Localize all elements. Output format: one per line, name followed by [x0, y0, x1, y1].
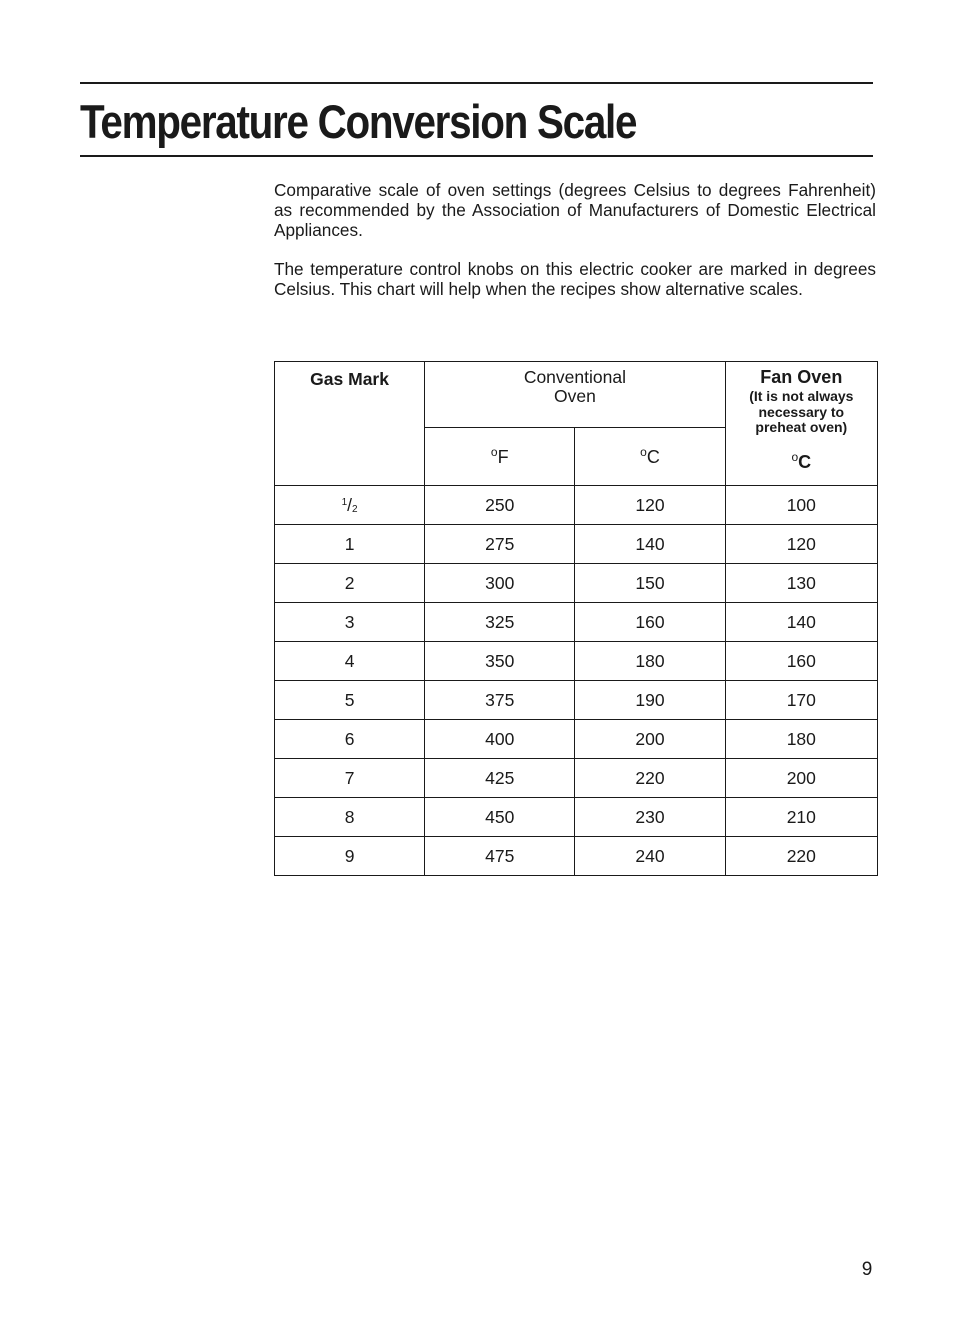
cell-celsius: 150	[575, 564, 725, 603]
degree-symbol: o	[791, 449, 799, 464]
cell-gas-mark	[275, 486, 425, 525]
cell-fan-celsius: 180	[725, 720, 877, 759]
cell-fahrenheit: 350	[425, 642, 575, 681]
title-rule-top	[80, 82, 873, 84]
cell-fan-celsius: 130	[725, 564, 877, 603]
header-fan-unit-celsius	[726, 450, 877, 473]
header-unit-fahrenheit	[425, 427, 575, 485]
cell-fahrenheit: 325	[425, 603, 575, 642]
title-rule-bottom	[80, 155, 873, 157]
cell-fahrenheit: 400	[425, 720, 575, 759]
cell-fahrenheit: 450	[425, 798, 575, 837]
intro-text	[274, 181, 876, 320]
degree-symbol: o	[640, 444, 647, 459]
cell-fan-celsius: 160	[725, 642, 877, 681]
cell-celsius: 190	[575, 681, 725, 720]
table-row	[275, 642, 878, 681]
cell-fan-celsius: 120	[725, 525, 877, 564]
table-row	[275, 603, 878, 642]
cell-fahrenheit: 375	[425, 681, 575, 720]
cell-gas-mark: 3	[275, 603, 425, 642]
header-gas-mark: Gas Mark	[275, 362, 425, 486]
cell-fan-celsius: 170	[725, 681, 877, 720]
cell-fahrenheit: 250	[425, 486, 575, 525]
table-row	[275, 486, 878, 525]
fan-note-line2: necessary to	[758, 403, 845, 420]
cell-celsius: 240	[575, 837, 725, 876]
table-row	[275, 837, 878, 876]
table-row	[275, 564, 878, 603]
cell-fan-celsius: 210	[725, 798, 877, 837]
table-row	[275, 720, 878, 759]
cell-celsius: 140	[575, 525, 725, 564]
table-row	[275, 798, 878, 837]
half-fraction: $^1/_2$	[341, 494, 358, 515]
cell-celsius: 180	[575, 642, 725, 681]
cell-celsius: 230	[575, 798, 725, 837]
cell-fan-celsius: 200	[725, 759, 877, 798]
page-title: Temperature Conversion Scale	[80, 95, 637, 148]
conversion-table	[274, 361, 878, 876]
cell-fahrenheit: 300	[425, 564, 575, 603]
cell-fan-celsius: 100	[725, 486, 877, 525]
cell-gas-mark: 5	[275, 681, 425, 720]
header-fan-oven-title: Fan Oven	[760, 367, 843, 387]
table-row	[275, 681, 878, 720]
header-unit-celsius	[575, 427, 725, 485]
table-row	[275, 759, 878, 798]
table-row	[275, 525, 878, 564]
cell-gas-mark: 8	[275, 798, 425, 837]
cell-fahrenheit: 475	[425, 837, 575, 876]
cell-fan-celsius: 140	[725, 603, 877, 642]
header-conventional-line1: Conventional	[523, 367, 626, 387]
cell-gas-mark: 2	[275, 564, 425, 603]
cell-fan-celsius: 220	[725, 837, 877, 876]
header-fan-oven-note	[726, 389, 877, 436]
page-number: 9	[861, 1259, 873, 1280]
cell-celsius: 120	[575, 486, 725, 525]
cell-gas-mark: 4	[275, 642, 425, 681]
cell-gas-mark: 9	[275, 837, 425, 876]
cell-celsius: 200	[575, 720, 725, 759]
fan-note-line1: (It is not always	[749, 388, 854, 404]
unit-label: C	[798, 451, 812, 472]
intro-paragraph: The temperature control knobs on this electric cooker are marked in degrees Celsius. This chart will help when the recipes show alternative scales.	[274, 259, 876, 300]
cell-gas-mark: 7	[275, 759, 425, 798]
unit-label: C	[646, 446, 660, 467]
header-conventional-oven	[425, 362, 725, 428]
cell-fahrenheit: 425	[425, 759, 575, 798]
fan-note-line3: preheat oven)	[755, 419, 848, 435]
cell-gas-mark: 1	[275, 525, 425, 564]
intro-paragraph: Comparative scale of oven settings (degrees Celsius to degrees Fahrenheit) as recommended by the Association of Manufacturers of Domestic Electrical Appliances.	[274, 180, 876, 240]
cell-celsius: 220	[575, 759, 725, 798]
header-conventional-line2: Oven	[553, 386, 596, 406]
cell-fahrenheit: 275	[425, 525, 575, 564]
unit-label: F	[497, 446, 509, 467]
header-fan-oven	[725, 362, 877, 486]
cell-gas-mark: 6	[275, 720, 425, 759]
cell-celsius: 160	[575, 603, 725, 642]
table-body	[275, 486, 878, 876]
degree-symbol: o	[490, 444, 498, 459]
